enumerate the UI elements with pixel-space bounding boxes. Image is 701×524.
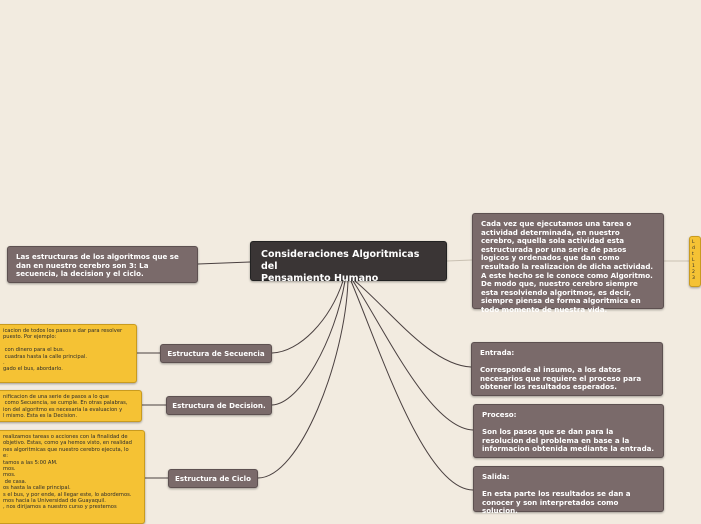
input-title: Entrada: (480, 348, 515, 357)
edge-note-text: L d t L 1 2 3 (692, 240, 695, 281)
decision-note-text: nificacion de una serie de pasos a lo que como Secuencia, se cumple. En otras palabras, ion del algoritmo es necesaria la evaluacion y l mismo. Esta es la Decision. (3, 394, 128, 420)
link-decision (272, 281, 345, 405)
link-cycle (258, 281, 348, 478)
decision-note[interactable] (0, 390, 142, 422)
algorithm-description-text: Cada vez que ejecutamos una tarea o actividad determinada, en nuestro cerebro, aquella sola actividad esta estructurada por una serie de pasos logicos y ordenados que dan como resultado la realizacion de dicha actividad. A este hecho se le conoce como Algoritmo. De modo que, nuestro cerebro siempre esta resolviendo algoritmos, es decir, siempre piensa de forma algoritmica en todo momento de nuestra vida. (481, 219, 654, 314)
process-text: Son los pasos que se dan para la resolucion del problema en base a la informacion obtenida mediante la entrada. (482, 427, 655, 454)
cycle-note-text: realizamos tareas o acciones con la finalidad de objetivo. Estas, como ya hemos visto, en realidad nes algoritmicas que nuestro cerebro ejecuta, lo e: tamos a las 5:00 AM. mos. mos. de casa. os hasta la calle principal. s el bus, y por ende, al llegar este, lo abordemos. mos hacia la Universidad de Guayaquil. , nos dirijamos a nuestro curso y prestemos (3, 434, 132, 511)
cycle-topic[interactable] (168, 469, 258, 488)
algorithm-description[interactable] (472, 213, 664, 314)
output-topic[interactable] (473, 466, 664, 516)
cycle-note[interactable] (0, 430, 145, 524)
cycle-label: Estructura de Ciclo (175, 474, 251, 483)
link-left-main (198, 262, 250, 264)
sequence-note-text: icacion de todos los pasos a dar para resolver puesto. Por ejemplo: con dinero para el bus. cuadras hasta la calle principal. . gado el bus, abordarlo. (3, 328, 123, 373)
process-topic[interactable] (473, 404, 664, 458)
central-title-line1: Consideraciones Algoritmicas del (261, 249, 423, 272)
link-process (353, 281, 473, 430)
left-structures-topic[interactable] (7, 246, 198, 283)
link-output (351, 281, 473, 490)
sequence-note[interactable] (0, 324, 137, 383)
sequence-label: Estructura de Secuencia (167, 349, 265, 358)
output-text: En esta parte los resultados se dan a conocer y son interpretados como solucion. (482, 489, 631, 516)
link-description (447, 260, 472, 261)
sequence-topic[interactable] (160, 344, 272, 363)
link-input (355, 281, 471, 367)
decision-topic[interactable] (166, 396, 272, 415)
edge-note[interactable] (689, 236, 701, 287)
input-topic[interactable] (471, 342, 663, 396)
input-text: Corresponde al insumo, a los datos necesarios que requiere el proceso para obtener los resultados esperados. (480, 365, 642, 392)
decision-label: Estructura de Decision. (172, 401, 266, 410)
left-structures-text: Las estructuras de los algoritmos que se dan en nuestro cerebro son 3: La secuencia, la decision y el ciclo. (16, 252, 179, 279)
link-sequence (272, 281, 343, 353)
process-title: Proceso: (482, 410, 517, 419)
central-title-line2: Pensamiento Humano (261, 273, 379, 284)
output-title: Salida: (482, 472, 510, 481)
central-topic[interactable] (250, 241, 447, 284)
